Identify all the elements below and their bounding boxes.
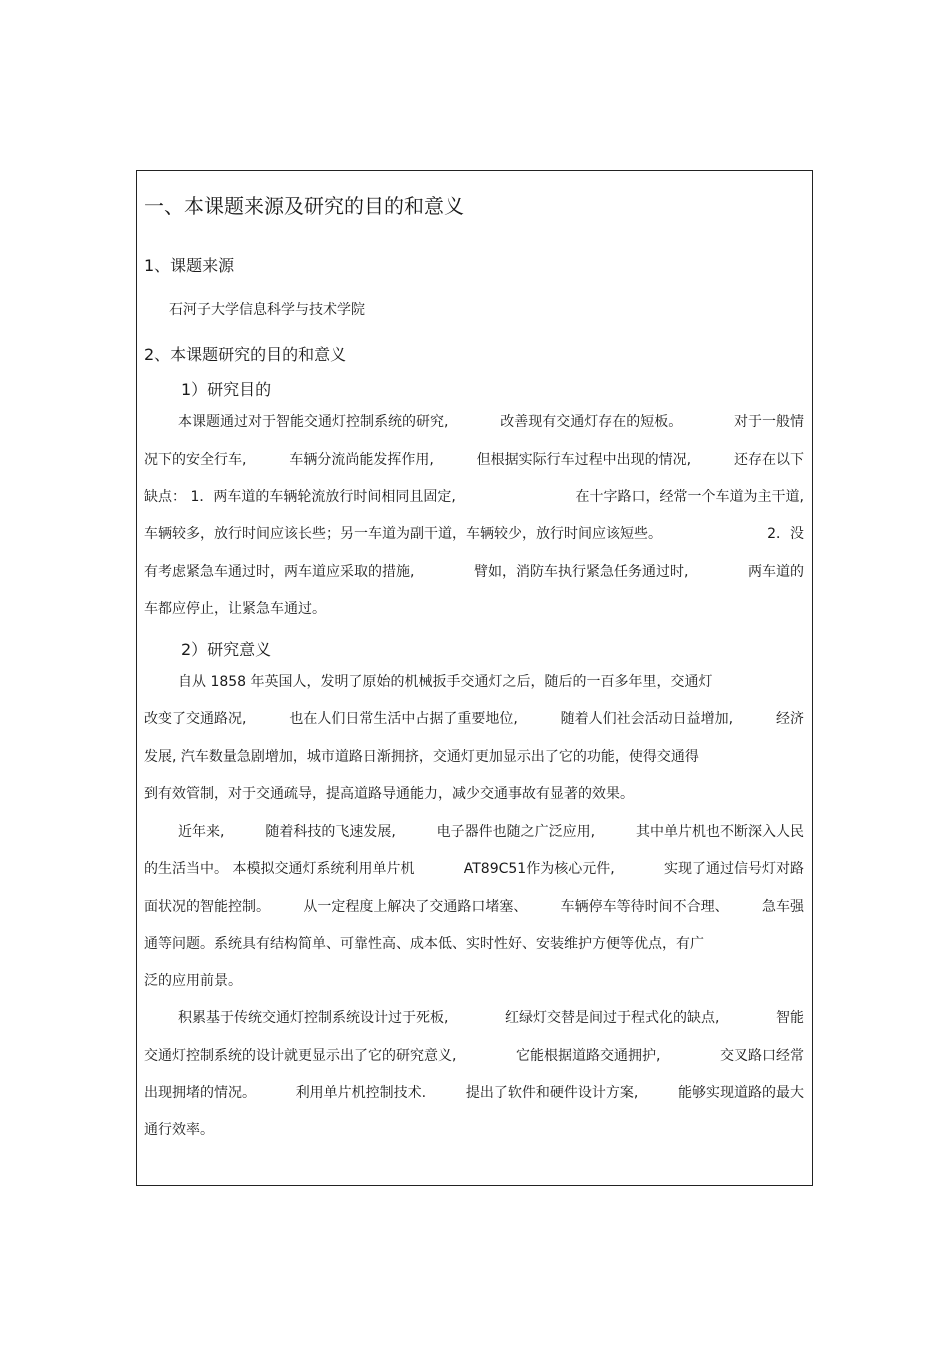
line-segment: 电子器件也随之广泛应用, (436, 824, 596, 840)
line-segment: 的生活当中。 本模拟交通灯系统利用单片机 (144, 861, 415, 877)
line-segment: 在十字路口，经常一个车道为主干道, (575, 489, 804, 505)
line-segment: 它能根据道路交通拥护, (516, 1048, 661, 1064)
line-segment: 其中单片机也不断深入人民 (635, 824, 804, 840)
line-segment: 积累基于传统交通灯控制系统设计过于死板, (178, 1010, 449, 1026)
line-segment: 随着科技的飞速发展, (265, 824, 396, 840)
meaning-heading: 2）研究意义 (181, 640, 272, 659)
paragraph-line (144, 527, 804, 541)
paragraph-line (144, 1086, 804, 1100)
subsection-heading-source: 1、课题来源 (144, 256, 235, 275)
line-segment: 车辆分流尚能发挥作用, (289, 452, 434, 468)
line-segment: 面状况的智能控制。 (144, 899, 270, 915)
line-segment: 臂如，消防车执行紧急任务通过时, (474, 564, 689, 580)
line-segment: 智能 (776, 1010, 804, 1026)
paragraph-line (178, 415, 804, 429)
line-segment: 也在人们日常生活中占据了重要地位, (289, 711, 518, 727)
line-segment: 通等问题。系统具有结构简单、可靠性高、成本低、实时性好、安装维护方便等优点，有广 (144, 936, 704, 952)
line-segment: 缺点： 1．两车道的车辆轮流放行时间相同且固定, (144, 489, 456, 505)
paragraph-line (178, 675, 804, 689)
paragraph-line (178, 1011, 804, 1025)
paragraph-line (144, 602, 804, 616)
paragraph-line (144, 974, 804, 988)
section-title: 一、本课题来源及研究的目的和意义 (144, 194, 464, 218)
line-segment: 两车道的 (748, 564, 804, 580)
paragraph-line (144, 750, 804, 764)
line-segment: 本课题通过对于智能交通灯控制系统的研究, (178, 414, 449, 430)
line-segment: 况下的安全行车, (144, 452, 247, 468)
line-segment: 到有效管制，对于交通疏导，提高道路导通能力，减少交通事故有显著的效果。 (144, 786, 634, 802)
line-segment: 交通灯控制系统的设计就更显示出了它的研究意义, (144, 1048, 457, 1064)
line-segment: 但根据实际行车过程中出现的情况, (476, 452, 692, 468)
line-segment: 改变了交通路况, (144, 711, 247, 727)
paragraph-line (144, 1049, 804, 1063)
line-segment: 对于一般情 (733, 414, 804, 430)
line-segment: 车辆停车等待时间不合理、 (560, 899, 729, 915)
line-segment: 车辆较多，放行时间应该长些；另一车道为副干道，车辆较少，放行时间应该短些。 (144, 526, 662, 542)
line-segment: 实现了通过信号灯对路 (663, 861, 804, 877)
subsection-heading-purpose-meaning: 2、本课题研究的目的和意义 (144, 345, 347, 364)
line-segment: 经济 (775, 711, 804, 727)
line-segment: 车都应停止，让紧急车通过。 (144, 601, 326, 617)
line-segment: 从一定程度上解决了交通路口堵塞、 (303, 899, 528, 915)
line-segment: 能够实现道路的最大 (677, 1085, 804, 1101)
line-segment: AT89C51作为核心元件, (463, 861, 615, 877)
paragraph-line (144, 490, 804, 504)
line-segment: 通行效率。 (144, 1122, 214, 1138)
line-segment: 改善现有交通灯存在的短板。 (500, 414, 683, 430)
paragraph-line (144, 787, 804, 801)
line-segment: 出现拥堵的情况。 (144, 1085, 256, 1101)
line-segment: 泛的应用前景。 (144, 973, 242, 989)
line-segment: 发展, 汽车数量急剧增加，城市道路日渐拥挤，交通灯更加显示出了它的功能，使得交通得 (144, 749, 699, 765)
line-segment: 有考虑紧急车通过时，两车道应采取的措施, (144, 564, 415, 580)
line-segment: 近年来, (178, 824, 225, 840)
purpose-heading: 1）研究目的 (181, 380, 272, 399)
paragraph-line (144, 453, 804, 467)
paragraph-line (144, 937, 804, 951)
line-segment: 交叉路口经常 (720, 1048, 804, 1064)
paragraph-line (144, 1123, 804, 1137)
source-text: 石河子大学信息科学与技术学院 (169, 302, 365, 318)
line-segment: 随着人们社会活动日益增加, (560, 711, 734, 727)
paragraph-line (178, 825, 804, 839)
paragraph-line (144, 862, 804, 876)
line-segment: 还存在以下 (733, 452, 804, 468)
line-segment: 利用单片机控制技术. (295, 1085, 427, 1101)
paragraph-line (144, 712, 804, 726)
line-segment: 自从 1858 年英国人，发明了原始的机械扳手交通灯之后，随后的一百多年里，交通灯 (178, 674, 713, 690)
paragraph-line (144, 900, 804, 914)
line-segment: 红绿灯交替是间过于程式化的缺点, (505, 1010, 720, 1026)
line-segment: 提出了软件和硬件设计方案, (465, 1085, 639, 1101)
paragraph-line (144, 565, 804, 579)
line-segment: 急车强 (761, 899, 804, 915)
line-segment: 2．没 (767, 526, 804, 542)
